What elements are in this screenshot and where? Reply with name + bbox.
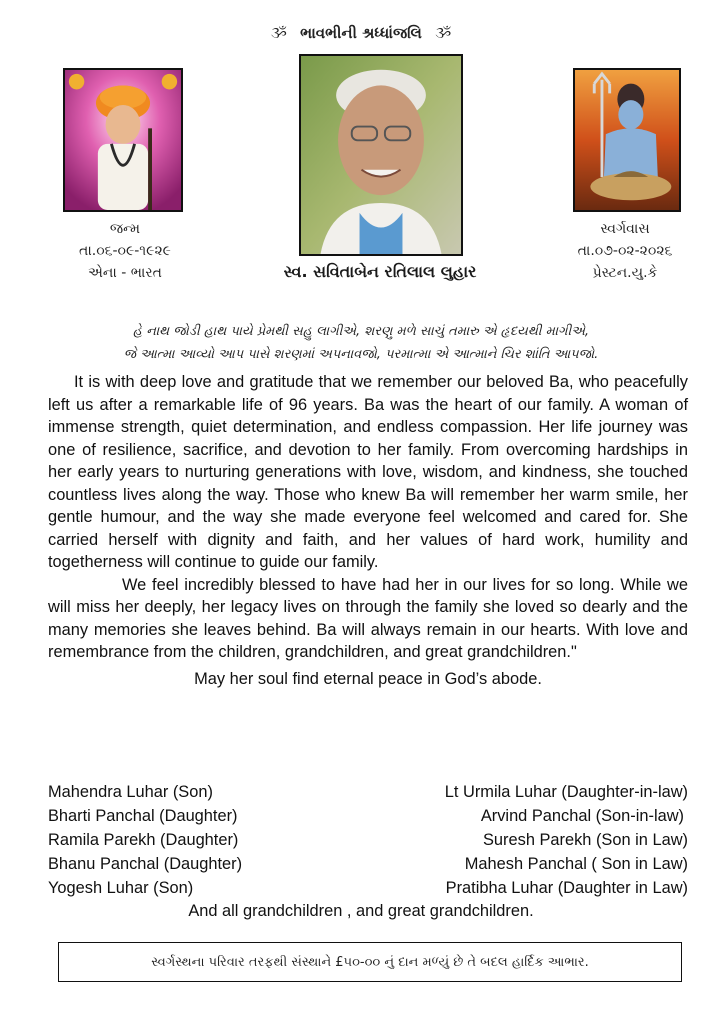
saint-portrait-icon	[65, 70, 181, 210]
memorial-header	[0, 24, 722, 42]
family-member: Arvind Panchal (Son-in-law)	[480, 807, 684, 825]
family-member: Pratibha Luhar (Daughter in Law)	[445, 879, 688, 897]
family-member: Bharti Panchal (Daughter)	[48, 807, 238, 825]
family-member: Lt Urmila Luhar (Daughter-in-law)	[444, 783, 688, 801]
family-right-column	[445, 780, 688, 900]
prayer-line-1: હે નાથ જોડી હાથ પાયે પ્રેમથી સહુ લાગીએ, શરણુ મળે સાચું તમારુ એ હૃદયથી માગીએ,	[132, 324, 590, 339]
family-footer: And all grandchildren , and great grandchildren.	[188, 902, 534, 920]
deity-photo-right	[573, 68, 681, 212]
portrait-photo-icon	[301, 56, 461, 254]
donation-note: સ્વર્ગસ્થના પરિવાર તરફથી સંસ્થાને £૫૦-૦૦ નું દાન મળ્યું છે તે બદલ હાર્દિક આભાર.	[151, 954, 589, 970]
memorial-title: ભાવભીની શ્રધ્ધાંજલિ	[300, 24, 422, 42]
death-date: તા.૦૭-૦૨-૨૦૨૬	[577, 243, 673, 259]
donation-note-box	[58, 942, 682, 982]
birth-info	[40, 218, 210, 284]
tribute-paragraph-2: We feel incredibly blessed to have had her in our lives for so long. While we will miss her deeply, her legacy lives on through the family she loved so dearly and the many memories she leaves behind. Ba will always remain in our hearts. With love and remembrance from the children, grandchildren, and great grandchildren."	[48, 575, 688, 661]
family-member: Bhanu Panchal (Daughter)	[48, 855, 243, 873]
om-symbol-right: ૐ	[435, 24, 452, 42]
death-place: પ્રેસ્ટન.યુ.કે	[592, 265, 658, 281]
tribute-paragraph-1: It is with deep love and gratitude that we remember our beloved Ba, who peacefully left us after a remarkable life of 96 years. Ba was the heart of our family. A woman of immense strength, quiet determination, and endless compassion. Her life journey was one of resilience, sacrifice, and devotion to her family. From overcoming hardships in her early years to nurturing generations with love, wisdom, and kindness, she touched countless lives along the way. Those who knew Ba will remember her warm smile, her gentle humour, and the way she made everyone feel welcomed and cared for. She carried herself with dignity and faith, and her values of hard work, humility and togetherness will continue to guide our family.	[48, 373, 688, 571]
shiva-portrait-icon	[575, 70, 679, 210]
death-label: સ્વર્ગવાસ	[600, 221, 650, 237]
family-member: Mahendra Luhar (Son)	[48, 783, 213, 801]
family-member: Mahesh Panchal ( Son in Law)	[464, 855, 688, 873]
family-left-column	[48, 780, 242, 900]
birth-date: તા.૦૬-૦૯-૧૯૨૯	[79, 243, 171, 259]
om-symbol-left: ૐ	[270, 24, 287, 42]
family-member: Yogesh Luhar (Son)	[48, 879, 194, 897]
prayer-line-2: જે આત્મા આવ્યો આપ પાસે શરણમાં અપનાવજો, પરમાત્મા એ આત્માને ચિર શાંતિ આપજો.	[123, 347, 599, 362]
family-member: Suresh Parekh (Son in Law)	[483, 831, 688, 849]
tribute-text	[48, 371, 688, 690]
birth-label: જન્મ	[109, 221, 141, 237]
deceased-name: સ્વ. સવિતાબેન રતિલાલ લુહાર	[283, 262, 477, 281]
deity-photo-left	[63, 68, 183, 212]
family-member: Ramila Parekh (Daughter)	[48, 831, 239, 849]
birth-place: એના - ભારત	[88, 265, 162, 281]
prayer-verse	[20, 320, 702, 366]
deceased-portrait	[299, 54, 463, 256]
death-info	[540, 218, 710, 284]
tribute-closing: May her soul find eternal peace in God’s abode.	[194, 669, 542, 688]
